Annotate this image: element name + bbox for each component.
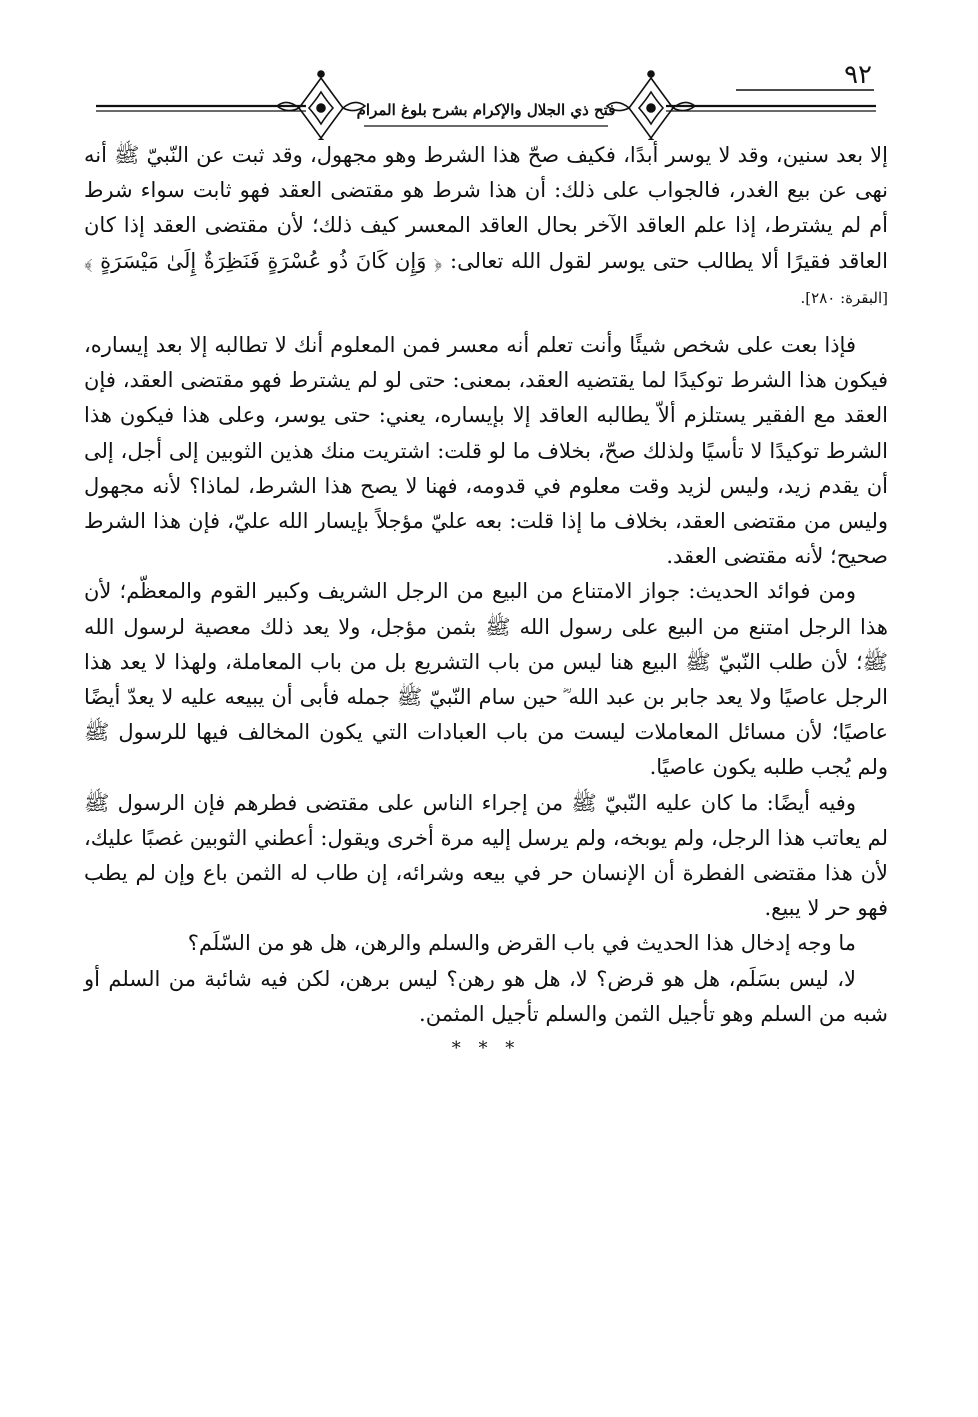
paragraph [84, 926, 888, 961]
section-end-marker: * * * [451, 1038, 521, 1060]
page-number: ٩٢ [844, 60, 872, 90]
book-title: فتح ذي الجلال والإكرام بشرح بلوغ المرام [356, 101, 616, 119]
paragraph [84, 574, 888, 785]
paragraph [84, 328, 888, 574]
paragraph-text: وفيه أيضًا: ما كان عليه النّبيّ ﷺ من إجراء الناس على مقتضى فطرهم فإن الرسول ﷺ لم يعاتب هذا الرجل، ولم يوبخه، ولم يرسل إليه مرة أخرى ويقول: أعطني الثوبين غصبًا عليك، لأن هذا مقتضى الفطرة أن الإنسان حر في بيعه وشرائه، إن طاب له الثمن باع وإن لم يطب فهو حر لا يبيع. [84, 790, 888, 921]
paragraph-text: فإذا بعت على شخص شيئًا وأنت تعلم أنه معسر فمن المعلوم أنك لا تطالبه إلا بعد إيساره، فيكون هذا الشرط توكيدًا لما يقتضيه العقد، بمعنى: حتى لو لم يشترط فهو مقتضى العقد، فإن العقد مع الفقير يستلزم ألاّ يطالبه العاقد إلا بإيساره، يعني: حتى يوسر، وعلى هذا فيكون هذا الشرط توكيدًا لا تأسيًا ولذلك صحّ، بخلاف ما لو قلت: اشتريت منك هذين الثوبين إلى أجل، إلى أن يقدم زيد، وليس لزيد وقت معلوم في قدومه، فهنا لا يصح هذا الشرط، لماذا؟ لأنه مجهول وليس من مقتضى العقد، بخلاف ما إذا قلت: بعه عليّ مؤجلاً بإيسار الله عليّ، فإن هذا الشرط صحيح؛ لأنه مقتضى العقد. [84, 333, 888, 569]
paragraph-text: ما وجه إدخال هذا الحديث في باب القرض والسلم والرهن، هل هو من السّلَم؟ [187, 931, 856, 956]
paragraph-text: إلا بعد سنين، وقد لا يوسر أبدًا، فكيف صحّ هذا الشرط وهو مجهول، وقد ثبت عن النّبيّ ﷺ أنه نهى عن بيع الغدر، فالجواب على ذلك: أن هذا شرط هو مقتضى العقد فهو ثابت سواء شرط أم لم يشترط، إذا علم العاقد الآخر بحال العاقد المعسر كيف ذلك؛ لأن مقتضى العقد إذا كان العاقد فقيرًا ألا يطالب حتى يوسر لقول الله تعالى: ﴿ وَإِن كَانَ ذُو عُسْرَةٍ فَنَظِرَةٌ إِلَىٰ مَيْسَرَةٍ ﴾ [84, 143, 888, 273]
paragraph [84, 138, 888, 316]
paragraph-text: ومن فوائد الحديث: جواز الامتناع من البيع من الرجل الشريف وكبير القوم والمعظّم؛ لأن هذا الرجل امتنع من البيع على رسول الله ﷺ بثمن مؤجل، ولا يعد ذلك معصية لرسول الله ﷺ؛ لأن طلب النّبيّ ﷺ البيع هنا ليس من باب التشريع بل من باب المعاملة، ولهذا لا يعد هذا الرجل عاصيًا ولا يعد جابر بن عبد الله ؓ حين سام النّبيّ ﷺ جمله فأبى أن يبيعه عليه لا يعدّ أيضًا عاصيًا؛ لأن مسائل المعاملات ليست من باب العبادات التي يكون المخالف فيها للرسول ﷺ ولم يُجب طلبه يكون عاصيًا. [84, 579, 888, 780]
paragraph [84, 786, 888, 927]
quran-citation: [البقرة: ٢٨٠]. [800, 288, 888, 307]
page-header [96, 60, 876, 140]
paragraph-text: لا، ليس بسَلَم، هل هو قرض؟ لا، هل هو رهن؟ ليس برهن، لكن فيه شائبة من السلم أو شبه من السلم وهو تأجيل الثمن والسلم تأجيل المثمن. [84, 966, 888, 1026]
paragraph [84, 962, 888, 1032]
page-body [84, 138, 888, 1059]
